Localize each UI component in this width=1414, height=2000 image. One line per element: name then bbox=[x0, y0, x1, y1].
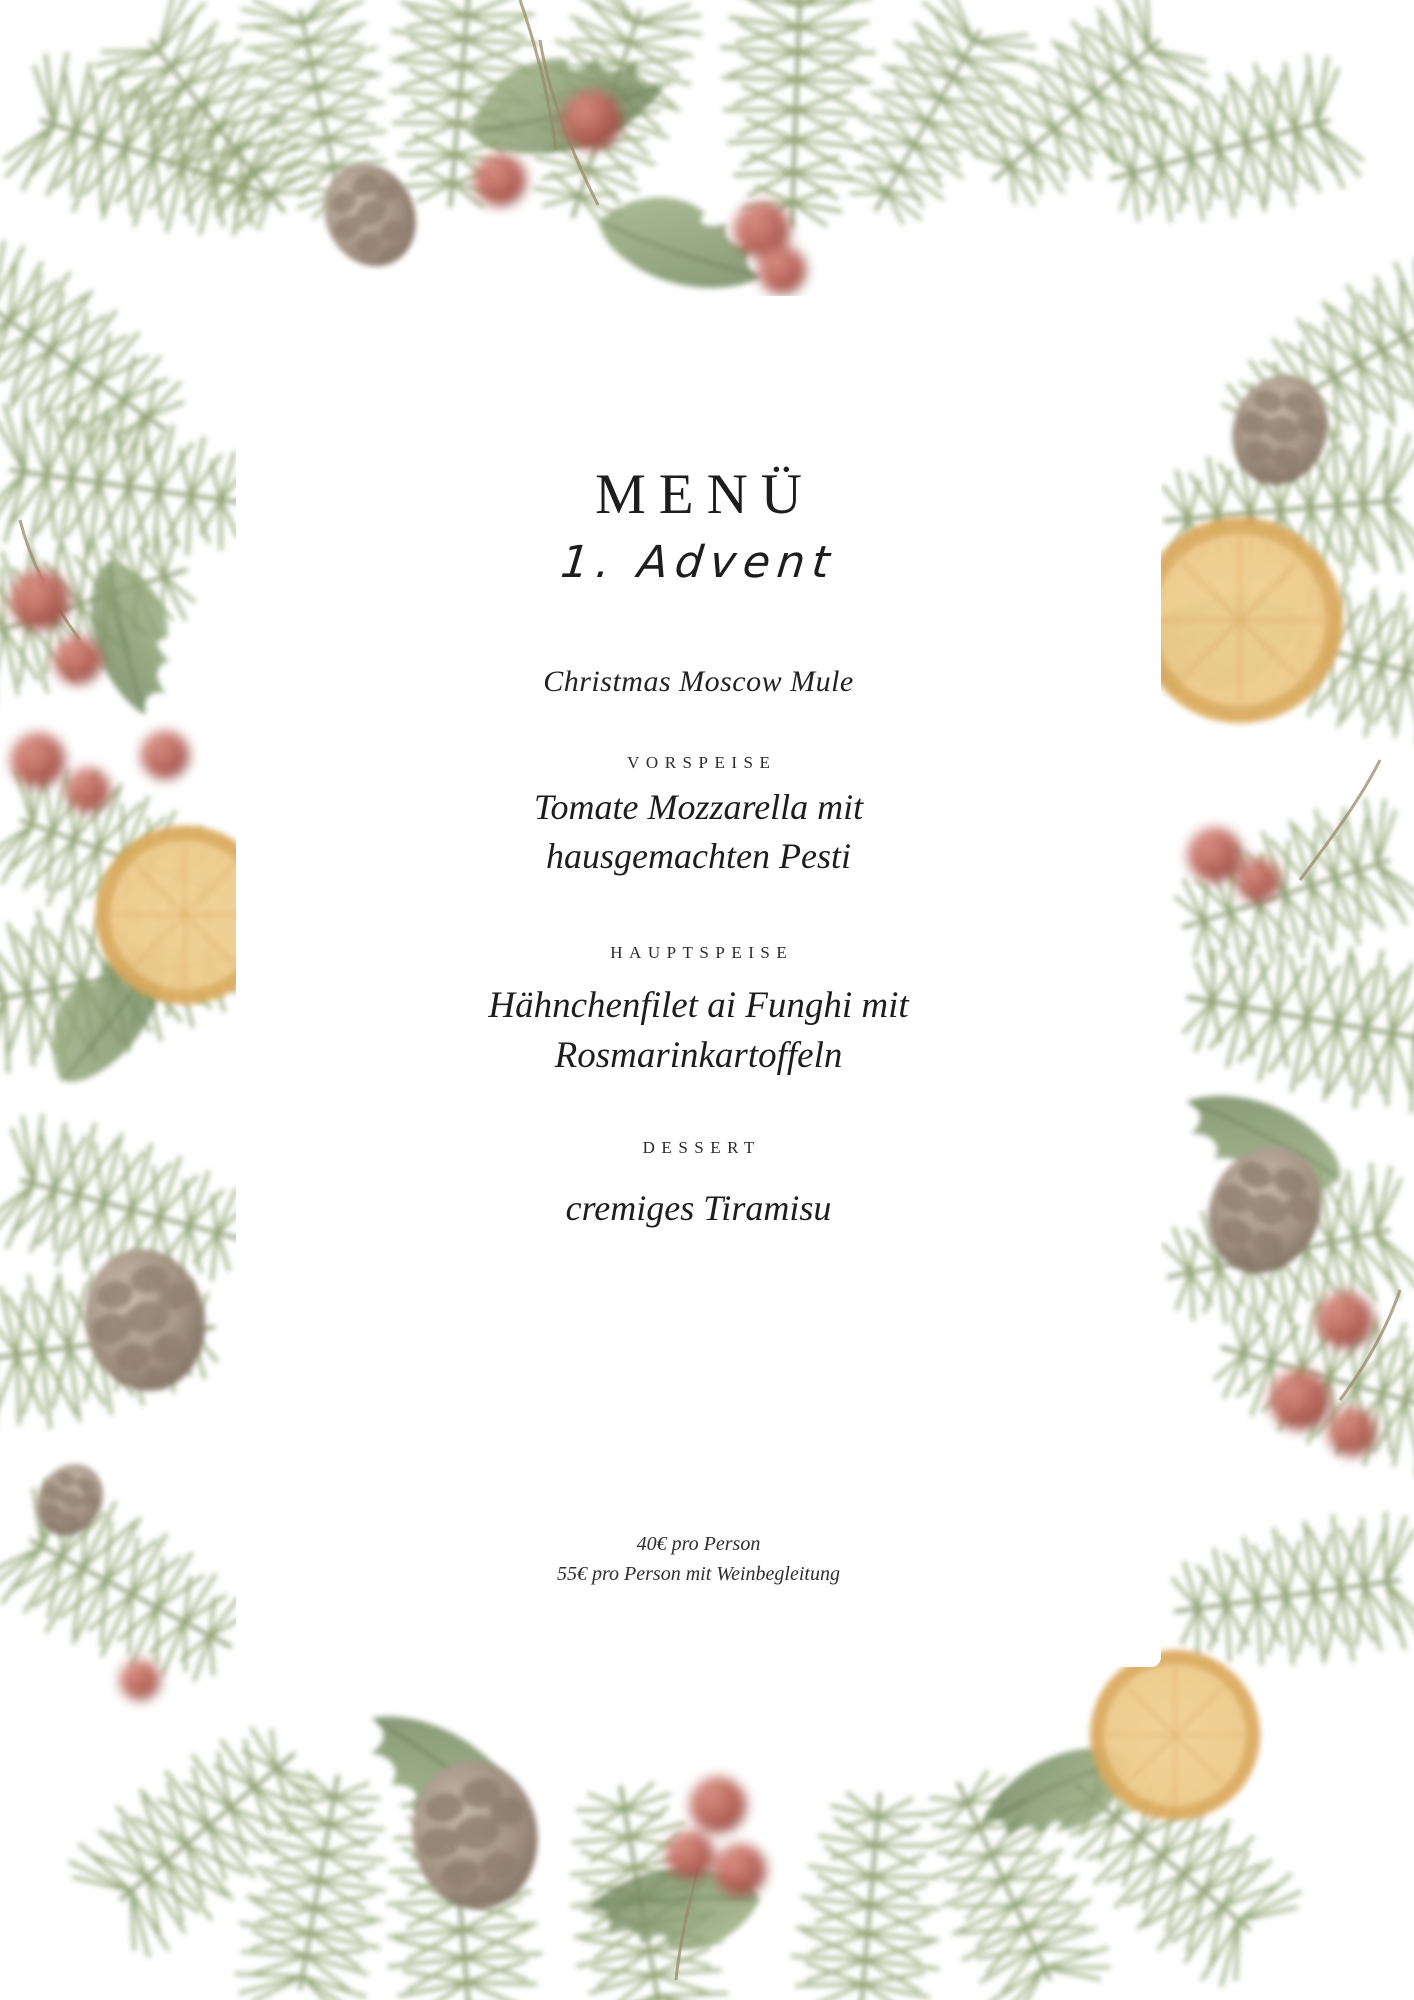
course-label-dessert: DESSERT bbox=[642, 1138, 761, 1158]
course-name-vorspeise: Tomate Mozzarella mit hausgemachten Pesti bbox=[533, 787, 864, 876]
price-block bbox=[236, 1529, 1161, 1589]
course-name-dessert: cremiges Tiramisu bbox=[565, 1188, 832, 1229]
price-per-person-wine: 55€ pro Person mit Weinbegleitung bbox=[557, 1563, 840, 1585]
menu-card bbox=[236, 296, 1161, 1667]
price-per-person: 40€ pro Person bbox=[636, 1533, 761, 1555]
course-label-hauptspeise: HAUPTSPEISE bbox=[610, 942, 794, 962]
course-vorspeise bbox=[236, 753, 1161, 880]
course-name-hauptspeise: Hähnchenfilet ai Funghi mit Rosmarinkartoffeln bbox=[488, 984, 909, 1076]
welcome-drink: Christmas Moscow Mule bbox=[543, 665, 854, 699]
course-label-vorspeise: VORSPEISE bbox=[627, 753, 777, 773]
page-title: MENÜ bbox=[595, 463, 815, 526]
course-hauptspeise bbox=[236, 943, 1161, 1081]
course-dessert bbox=[236, 1138, 1161, 1233]
menu-subtitle: 1. Advent bbox=[558, 537, 839, 588]
